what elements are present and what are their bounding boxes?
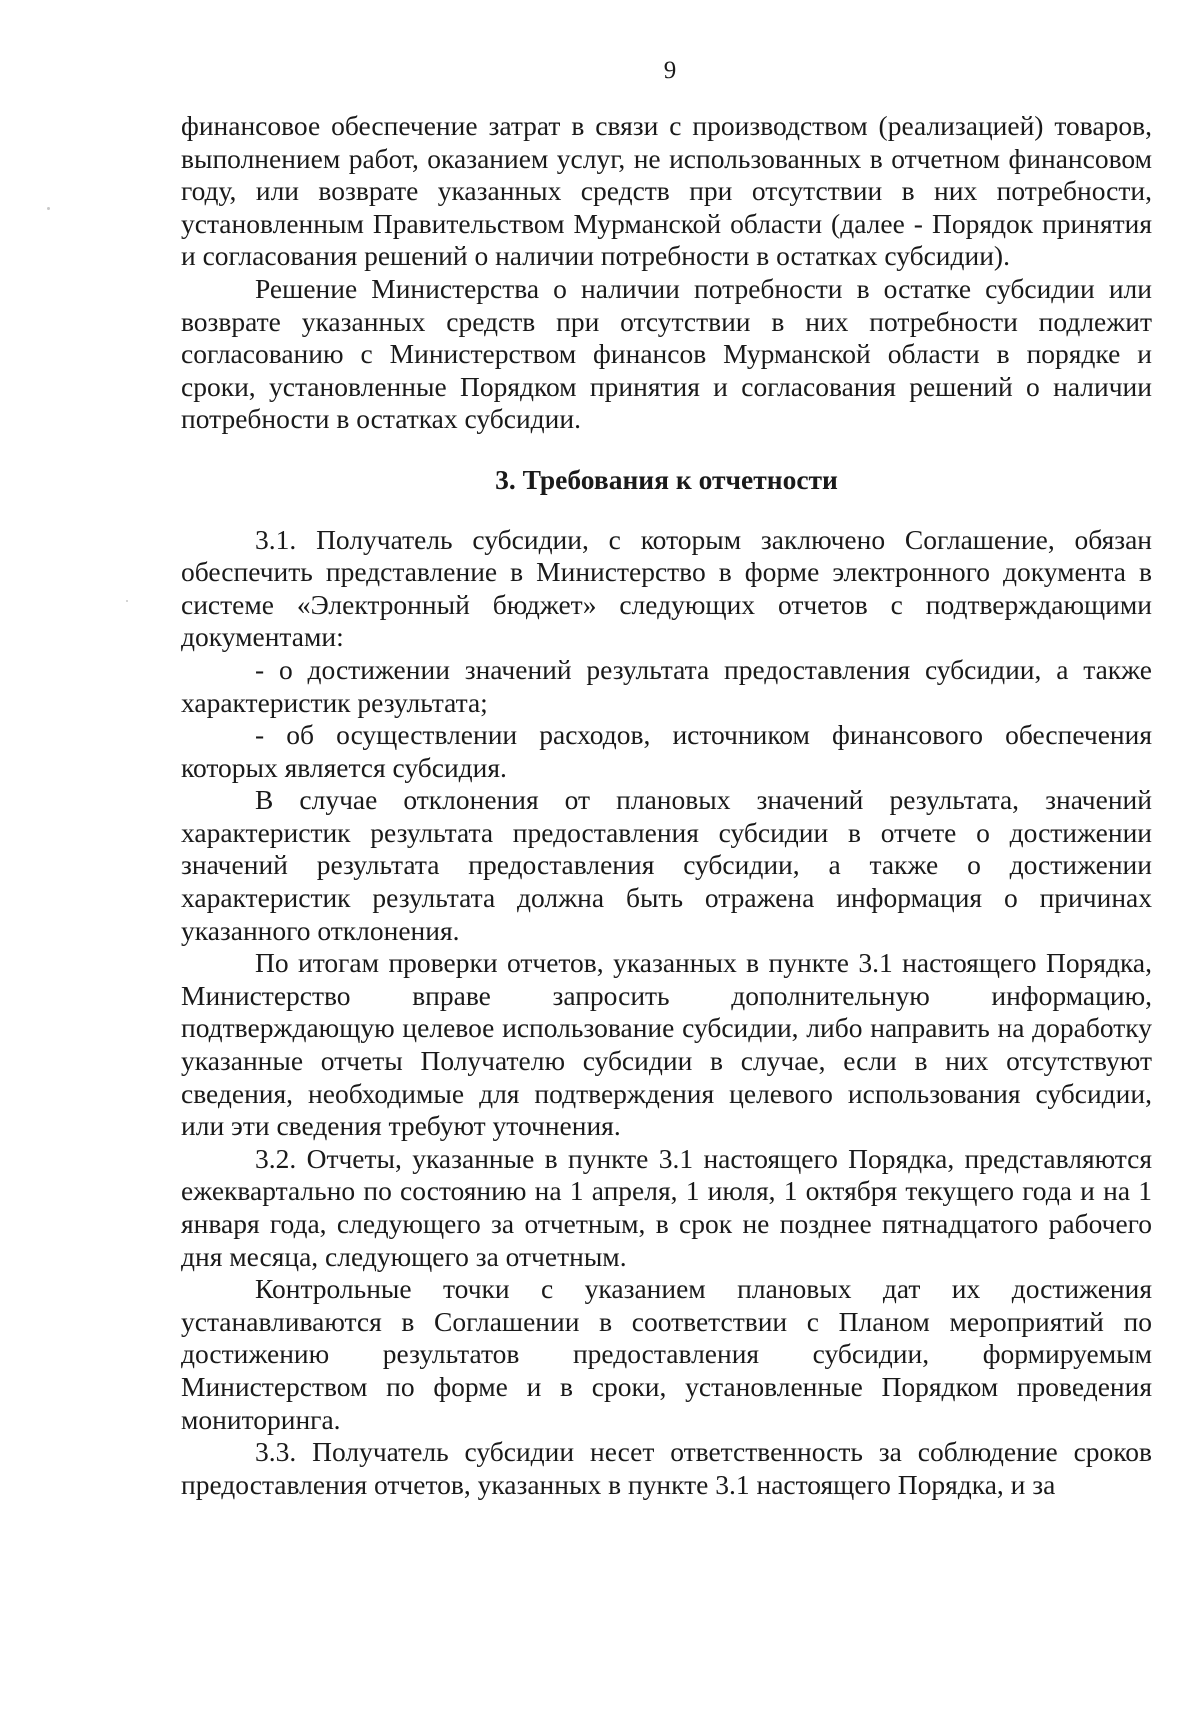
paragraph: 3.3. Получатель субсидии несет ответственность за соблюдение сроков предоставления отчетов, указанных в пункте 3.1 настоящего Порядка, и за: [181, 1436, 1152, 1500]
paragraph: Контрольные точки с указанием плановых дат их достижения устанавливаются в Соглашении в соответствии с Планом мероприятий по достижению результатов предоставления субсидии, формируемым Министерством по форме и в сроки, установленные Порядком проведения мониторинга.: [181, 1273, 1152, 1435]
scan-speck: [47, 207, 50, 210]
page-number: 9: [663, 57, 677, 84]
paragraph: В случае отклонения от плановых значений результата, значений характеристик результата предоставления субсидии в отчете о достижении значений результата предоставления субсидии, а также о достижении характеристик результата должна быть отражена информация о причинах указанного отклонения.: [181, 784, 1152, 946]
document-body: [181, 110, 1152, 1501]
section-heading: 3. Требования к отчетности: [495, 463, 838, 495]
paragraph: Решение Министерства о наличии потребности в остатке субсидии или возврате указанных средств при отсутствии в них потребности подлежит согласованию с Министерством финансов Мурманской области в порядке и сроки, установленные Порядком принятия и согласования решений о наличии потребности в остатках субсидии.: [181, 272, 1152, 435]
paragraph: По итогам проверки отчетов, указанных в пункте 3.1 настоящего Порядка, Министерство вправе запросить дополнительную информацию, подтверждающую целевое использование субсидии, либо направить на доработку указанные отчеты Получателю субсидии в случае, если в них отсутствуют сведения, необходимые для подтверждения целевого использования субсидии, или эти сведения требуют уточнения.: [181, 947, 1152, 1142]
list-item: - об осуществлении расходов, источником финансового обеспечения которых является субсидия.: [181, 719, 1152, 783]
paragraph: финансовое обеспечение затрат в связи с производством (реализацией) товаров, выполнением работ, оказанием услуг, не использованных в отчетном финансовом году, или возврате указанных средств при отсутствии в них потребности, установленным Правительством Мурманской области (далее - Порядок принятия и согласования решений о наличии потребности в остатках субсидии).: [181, 110, 1152, 272]
scan-speck: [126, 600, 128, 602]
paragraph: 3.1. Получатель субсидии, с которым заключено Соглашение, обязан обеспечить представление в Министерство в форме электронного документа в системе «Электронный бюджет» следующих отчетов с подтверждающими документами:: [181, 523, 1152, 653]
list-item: - о достижении значений результата предоставления субсидии, а также характеристик результата;: [181, 653, 1152, 718]
paragraph: 3.2. Отчеты, указанные в пункте 3.1 настоящего Порядка, представляются ежеквартально по состоянию на 1 апреля, 1 июля, 1 октября текущего года и на 1 января года, следующего за отчетным, в срок не позднее пятнадцатого рабочего дня месяца, следующего за отчетным.: [181, 1142, 1152, 1272]
